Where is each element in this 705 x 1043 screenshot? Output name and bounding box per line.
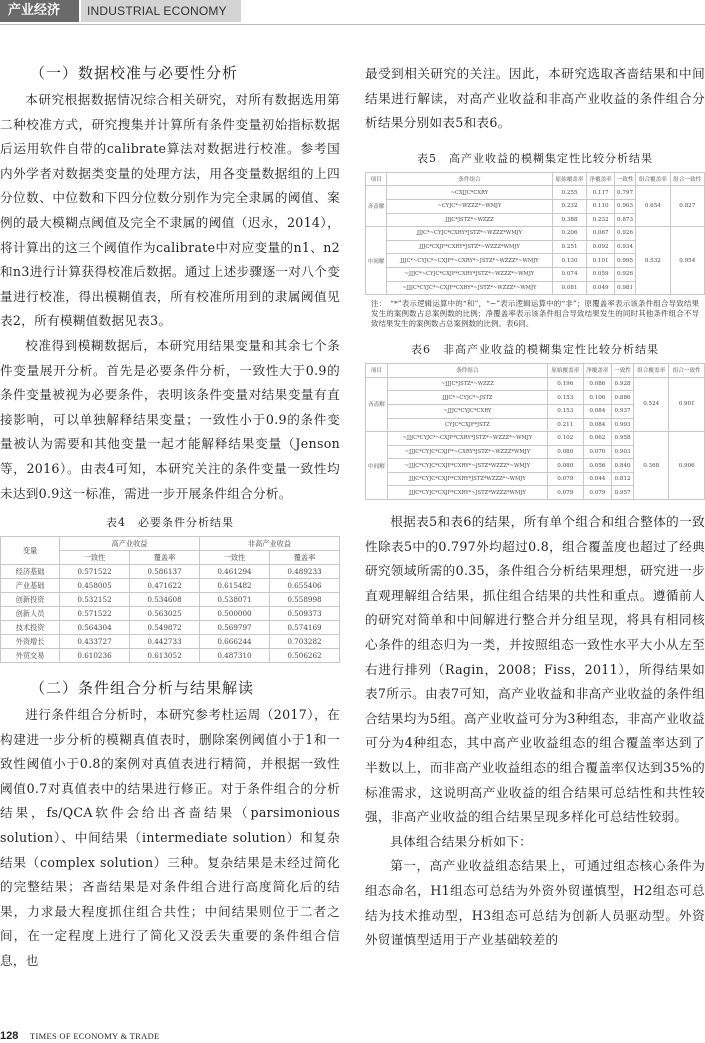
group-label: 中间解	[366, 432, 388, 500]
table-cell: 0.903	[612, 445, 634, 459]
paragraph: 本研究根据数据情况综合相关研究，对所有数据选用第二种校准方式，研究搜集并计算所有条件变量初始指标数据后运用软件自带的calibrate算法对数据进行校准。参考国内外学者对数据类变量的处理方法，用各变量数据组的上四分位数、中位数和下四分位数分别作为完全隶属的阈值、案例的最大模糊点阈值及完全不隶属的阈值（迟永，2014），将计算出的这三个阈值作为calibrate中对应变量的n1、n2和n3进行计算获得校准后数据。通过上述步骤逐一对八个变量进行校准，得出模糊值表，所有校准所用到的隶属阈值见表2，所有模糊值数据见表3。	[0, 92, 340, 329]
magazine-name: TIMES OF ECONOMY & TRADE	[30, 1031, 160, 1041]
paragraph: 第一，高产业收益组态结果上，可通过组态核心条件为组态命名，H1组态可总结为外资外贸谨慎型，H2组态可总结为技术推动型，H3组态可总结为创新人员驱动型。外资外贸谨慎型适用于产业基础较差的	[365, 858, 705, 948]
table-cell: 0.206	[552, 227, 586, 241]
table-cell: 0.067	[587, 227, 615, 241]
solution-consistency: 0.906	[669, 432, 705, 500]
table-cell: 0.563025	[130, 607, 200, 621]
config-cell: ~JJJC*JSTZ*~WZZZ	[387, 377, 547, 391]
config-cell: ~JJJC*CYJC*~CXJF*CXRY*JSTZ*~WZZZ*~WMJY	[387, 432, 547, 446]
table-cell: 0.092	[587, 240, 615, 254]
table-row	[366, 432, 705, 446]
table-cell: 0.534608	[130, 593, 200, 607]
table-cell: 0.079	[548, 486, 584, 500]
row-label: 创新投资	[1, 593, 60, 607]
table-header: 组合一致性	[669, 364, 705, 378]
table-cell: 0.059	[587, 267, 615, 281]
config-cell: JJJC*~CYJC*CXRY*JSTZ*~WZZZ*WMJY	[387, 227, 553, 241]
table-cell: 0.487310	[199, 649, 269, 663]
table-row	[1, 621, 340, 635]
table-cell: 0.044	[583, 472, 612, 486]
table-cell: 0.080	[548, 445, 584, 459]
table-cell: 0.101	[587, 254, 615, 268]
table-cell: 0.613052	[130, 649, 200, 663]
table-cell: 0.993	[612, 418, 634, 432]
table-cell: 0.084	[583, 418, 612, 432]
config-cell: JJJC*CXJF*CXRY*JSTZ*~WZZZ*WMJY	[387, 240, 553, 254]
table-header: 高产业收益	[60, 537, 200, 551]
config-cell: ~JJJC*CYJC*CXRY	[387, 404, 547, 418]
left-column	[0, 62, 340, 974]
table-header: 净覆盖率	[583, 364, 612, 378]
table-cell: 0.500000	[199, 607, 269, 621]
table-caption: 表6 非高产业收益的模糊集定性比较分析结果	[411, 343, 659, 357]
table-header: 非高产业收益	[199, 537, 339, 551]
table-header: 覆盖率	[269, 551, 339, 565]
table-cell: 0.117	[587, 186, 615, 200]
table-note: 注： “*”表示逻辑运算中的“和”，“~”表示逻辑运算中的“非”；原覆盖率表示该条件组合导致结果发生的案例数占总案例数的比例；净覆盖率表示该条件组合导致结果发生的同时其他条件组合不导致结果发生的案例数占总案例数的比例。表6同。	[371, 299, 699, 329]
table-header: 条件组合	[387, 364, 547, 378]
table-cell: 0.571522	[60, 607, 130, 621]
config-cell: JJJC*~CYJC*~JSTZ	[387, 391, 547, 405]
solution-coverage: 0.532	[636, 227, 670, 295]
table-header: 原始覆盖率	[548, 364, 584, 378]
right-column	[365, 62, 705, 953]
table-cell: 0.538071	[199, 593, 269, 607]
table-cell: 0.433727	[60, 635, 130, 649]
table-header: 覆盖率	[130, 551, 200, 565]
table-cell: 0.062	[583, 432, 612, 446]
section-title: （二）条件组合分析与结果解读	[30, 679, 255, 698]
config-cell: ~JJJC*~CYJC*CXJF*CXRY*JSTZ*~WZZZ*~WMJY	[387, 267, 553, 281]
table-cell: 0.812	[612, 472, 634, 486]
table-cell: 0.703282	[269, 635, 339, 649]
table-header: 项目	[366, 172, 387, 186]
table-cell: 0.957	[612, 486, 634, 500]
solution-consistency: 0.954	[670, 227, 704, 295]
config-cell: JJJC*CYJC*CXJF*CXRY*JSTZ*WZZZ*~WMJY	[387, 472, 547, 486]
row-label: 技术投资	[1, 621, 60, 635]
table-6	[365, 363, 705, 500]
table-header-row	[366, 364, 705, 378]
table-cell: 0.081	[552, 281, 586, 295]
paragraph: 进行条件组合分析时，本研究参考杜运周（2017），在构建进一步分析的模糊真值表时，删除案例阈值小于1和一致性阈值小于0.8的案例对真值表进行精简，并根据一致性阈值0.7对真值表中的结果进行修正。对于条件组合的分析结果，fs/QCA软件会给出吝啬结果（parsimonious solution）、中间结果（intermediate solution）和复杂结果（complex solution）三种。复杂结果是未经过简化的完整结果；吝啬结果是对条件组合进行高度简化后的结果，力求最大程度抓住组合共性；中间结果则位于二者之间，在一定程度上进行了简化又没丢失重要的条件组合信息，也	[0, 707, 340, 969]
config-cell: JJJC*~CYJC*~CXJF*~CXRY*~JSTZ*~WZZZ*~WMJY	[387, 254, 553, 268]
table-cell: 0.255	[552, 186, 586, 200]
paragraph: 最受到相关研究的关注。因此，本研究选取吝啬结果和中间结果进行解读，对高产业收益和非高产业收益的条件组合分析结果分别如表5和表6。	[365, 66, 705, 131]
table-cell: 0.211	[548, 418, 584, 432]
table-header: 一致性	[199, 551, 269, 565]
solution-coverage: 0.524	[633, 377, 669, 431]
table-cell: 0.070	[583, 445, 612, 459]
table-row	[1, 607, 340, 621]
table-cell: 0.442733	[130, 635, 200, 649]
table-cell: 0.056	[583, 459, 612, 473]
table-cell: 0.079	[583, 486, 612, 500]
table-cell: 0.886	[612, 391, 634, 405]
table-header: 变量	[1, 537, 60, 565]
table-cell: 0.549872	[130, 621, 200, 635]
table-cell: 0.995	[614, 254, 635, 268]
table-header: 组合覆盖率	[636, 172, 670, 186]
page-number: 128	[0, 1030, 19, 1042]
table-header-row	[366, 172, 705, 186]
table-cell: 0.558998	[269, 593, 339, 607]
table-cell: 0.981	[614, 281, 635, 295]
table-cell: 0.937	[612, 404, 634, 418]
table-row	[1, 565, 340, 579]
table-cell: 0.489233	[269, 565, 339, 579]
group-label: 吝啬解	[366, 377, 388, 431]
table-cell: 0.610236	[60, 649, 130, 663]
table-header: 条件组合	[387, 172, 553, 186]
table-header: 组合一致性	[670, 172, 704, 186]
table-cell: 0.461294	[199, 565, 269, 579]
table-header: 净覆盖率	[587, 172, 615, 186]
table-caption: 表4 必要条件分析结果	[106, 516, 234, 530]
table-row	[1, 635, 340, 649]
table-cell: 0.458005	[60, 579, 130, 593]
table-cell: 0.569797	[199, 621, 269, 635]
config-cell: ~JJJC*CYJC*~CXJF*CXRY*~JSTZ*~WZZZ*~WMJY	[387, 281, 553, 295]
group-label: 中间解	[366, 227, 387, 295]
row-label: 经济基础	[1, 565, 60, 579]
row-label: 创新人员	[1, 607, 60, 621]
table-cell: 0.106	[583, 391, 612, 405]
table-cell: 0.873	[614, 213, 635, 227]
table-cell: 0.251	[552, 240, 586, 254]
table-cell: 0.084	[583, 404, 612, 418]
table-row	[366, 186, 705, 200]
solution-consistency: 0.901	[669, 377, 705, 431]
table-cell: 0.926	[614, 227, 635, 241]
table-cell: 0.532152	[60, 593, 130, 607]
table-cell: 0.840	[612, 459, 634, 473]
table-row	[1, 593, 340, 607]
table-cell: 0.086	[583, 377, 612, 391]
solution-coverage: 0.654	[636, 186, 670, 227]
page-footer	[0, 1030, 300, 1043]
table-cell: 0.586137	[130, 565, 200, 579]
table-cell: 0.232	[552, 199, 586, 213]
table-cell: 0.926	[614, 267, 635, 281]
table-cell: 0.080	[548, 459, 584, 473]
table-cell: 0.564304	[60, 621, 130, 635]
row-label: 产业基础	[1, 579, 60, 593]
solution-consistency: 0.827	[670, 186, 704, 227]
row-label: 外贸交易	[1, 649, 60, 663]
table-row	[366, 377, 705, 391]
table-cell: 0.571522	[60, 565, 130, 579]
table-cell: 0.797	[614, 186, 635, 200]
table-cell: 0.506262	[269, 649, 339, 663]
paragraph: 具体组合结果分析如下：	[390, 833, 533, 849]
group-label: 吝啬解	[366, 186, 387, 227]
header-divider	[0, 24, 705, 25]
table-cell: 0.049	[587, 281, 615, 295]
table-cell: 0.130	[552, 254, 586, 268]
table-header: 项目	[366, 364, 388, 378]
table-cell: 0.903	[614, 199, 635, 213]
config-cell: JJJC*JSTZ*~WZZZ	[387, 213, 553, 227]
table-cell: 0.574169	[269, 621, 339, 635]
table-4-body	[1, 565, 340, 663]
table-caption: 表5 高产业收益的模糊集定性比较分析结果	[417, 151, 653, 165]
table-cell: 0.471622	[130, 579, 200, 593]
header-section-cn: 产业经济	[0, 0, 79, 22]
config-cell: ~CXJJC*CXRY	[387, 186, 553, 200]
table-cell: 0.074	[552, 267, 586, 281]
table-header: 一致性	[614, 172, 635, 186]
section-title: （一）数据校准与必要性分析	[30, 64, 239, 82]
table-cell: 0.079	[548, 472, 584, 486]
table-header: 一致性	[60, 551, 130, 565]
table-header: 一致性	[612, 364, 634, 378]
config-cell: JJJC*CYJC*CXJF*CXRY*~JSTZ*WZZZ*WMJY	[387, 486, 547, 500]
table-header: 原始覆盖率	[552, 172, 586, 186]
table-cell: 0.196	[548, 377, 584, 391]
table-row	[1, 649, 340, 663]
table-row	[366, 227, 705, 241]
table-cell: 0.232	[587, 213, 615, 227]
table-cell: 0.153	[548, 404, 584, 418]
paragraph: 根据表5和表6的结果，所有单个组合和组合整体的一致性除表5中的0.797外均超过0.8，组合覆盖度也超过了经典研究领域所需的0.35，条件组合分析结果理想，研究进一步直观理解组合结果，抓住组合结果的共性和重点。遵循前人的研究对简单和中间解进行整合并分组呈现，将具有相同核心条件的组态归为一类，并按照组态一致性水平大小从左至右进行排列（Ragin，2008；Fiss，2011），所得结果如表7所示。由表7可知，高产业收益和非高产业收益的条件组合结果均为5组。高产业收益可分为3种组态，非高产业收益可分为4种组态，其中高产业收益组态的组合覆盖率达到了半数以上，而非高产业收益组态的组合覆盖率仅达到35%的标准需求，这说明高产业收益的组合结果可总结性和共性较强，非高产业收益的组合结果呈现多样化可总结性较弱。	[365, 514, 705, 825]
table-header: 组合覆盖率	[633, 364, 669, 378]
table-cell: 0.509373	[269, 607, 339, 621]
table-cell: 0.928	[612, 377, 634, 391]
table-cell: 0.655406	[269, 579, 339, 593]
page-header	[0, 0, 705, 22]
config-cell: CYJC*CXJF*JSTZ	[387, 418, 547, 432]
table-cell: 0.102	[548, 432, 584, 446]
table-cell: 0.110	[587, 199, 615, 213]
row-label: 外资增长	[1, 635, 60, 649]
table-cell: 0.934	[614, 240, 635, 254]
table-cell: 0.666244	[199, 635, 269, 649]
table-cell: 0.958	[612, 432, 634, 446]
config-cell: ~JJJC*CYJC*CXJF*~CXRY*JSTZ*~WZZZ*WMJY	[387, 445, 547, 459]
config-cell: ~CYJC*~WZZZ*~WMJY	[387, 199, 553, 213]
solution-coverage: 0.368	[633, 432, 669, 500]
table-cell: 0.153	[548, 391, 584, 405]
config-cell: ~JJJC*CYJC*CXJF*CXRY*~JSTZ*WZZZ*~WMJY	[387, 459, 547, 473]
table-cell: 0.388	[552, 213, 586, 227]
table-5	[365, 172, 705, 295]
table-row	[1, 579, 340, 593]
table-4	[0, 536, 340, 663]
header-section-en: INDUSTRIAL ECONOMY	[81, 0, 241, 22]
table-cell: 0.615482	[199, 579, 269, 593]
paragraph: 校准得到模糊数据后，本研究用结果变量和其余七个条件变量展开分析。首先是必要条件分析，一致性大于0.9的条件变量被视为必要条件，表明该条件变量对结果变量有直接影响，可以单独解释结果变量；一致性小于0.9的条件变量被认为需要和其他变量一起才能解释结果变量（Jenson等，2016）。由表4可知，本研究关注的条件变量一致性均未达到0.9这一标准，需进一步开展条件组合分析。	[0, 337, 340, 501]
